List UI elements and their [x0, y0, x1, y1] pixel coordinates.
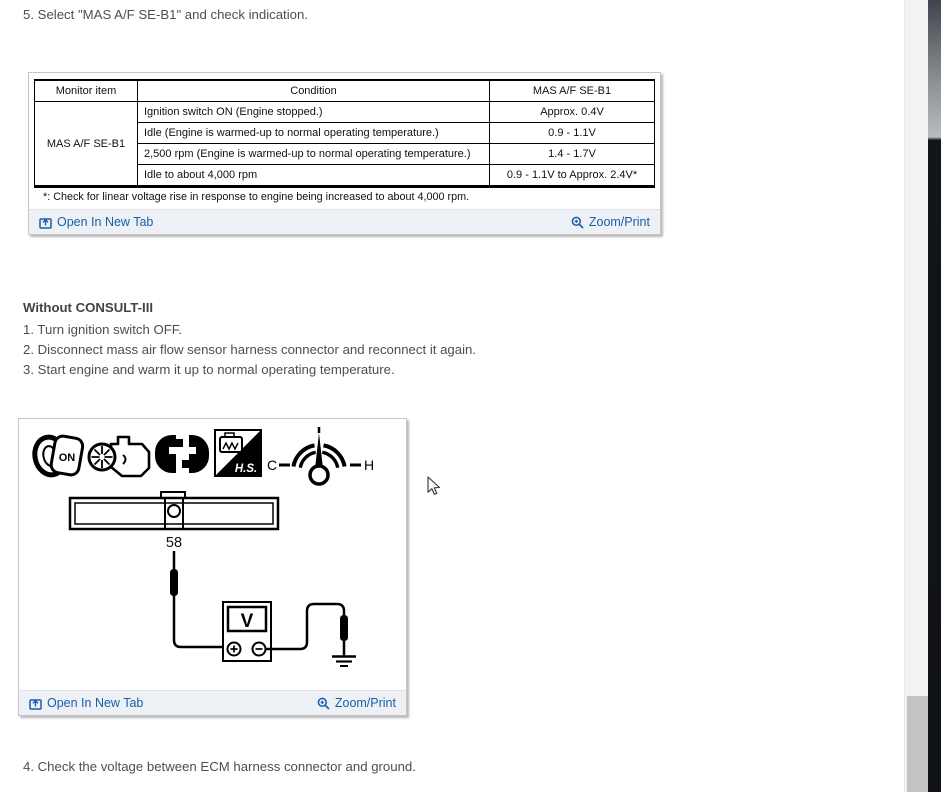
- zoom-print-icon: [317, 697, 330, 710]
- consult-step-1: 1. Turn ignition switch OFF.: [23, 322, 183, 337]
- wiring-diagram: [19, 419, 406, 690]
- value-cell: 0.9 - 1.1V: [490, 123, 655, 144]
- ecm-connector-diagram: [70, 492, 278, 529]
- condition-cell: 2,500 rpm (Engine is warmed-up to normal operating temperature.): [138, 144, 490, 165]
- header-monitor-item: Monitor item: [35, 80, 138, 102]
- wiring-figure-panel: [18, 418, 407, 716]
- zoom-print-link[interactable]: [317, 696, 396, 710]
- monitor-table: [34, 79, 655, 188]
- ignition-on-icon: [31, 434, 84, 477]
- engine-icon: [89, 437, 149, 476]
- header-value: MAS A/F SE-B1: [490, 80, 655, 102]
- panel-action-bar: [29, 209, 660, 234]
- monitor-table-panel: [28, 72, 661, 235]
- table-footnote: *: Check for linear voltage rise in response to engine being increased to about 4,000 rpm.: [43, 191, 470, 203]
- panel-action-bar: [19, 690, 406, 715]
- zoom-print-link[interactable]: [571, 215, 650, 229]
- value-cell: 0.9 - 1.1V to Approx. 2.4V*: [490, 165, 655, 187]
- open-in-new-tab-icon: [29, 697, 42, 710]
- pointer-cursor: [427, 476, 442, 502]
- value-cell: 1.4 - 1.7V: [490, 144, 655, 165]
- open-in-new-tab-label: Open In New Tab: [57, 215, 154, 229]
- value-cell: Approx. 0.4V: [490, 102, 655, 123]
- monitor-item-cell: MAS A/F SE-B1: [35, 102, 138, 187]
- voltmeter-label: V: [240, 611, 254, 632]
- gauge-cold-label: C: [266, 457, 278, 473]
- step-4-instruction: 4. Check the voltage between ECM harness connector and ground.: [23, 759, 416, 774]
- gauge-hot-label: H: [363, 457, 375, 473]
- dark-edge-panel: [928, 0, 941, 792]
- open-in-new-tab-icon: [39, 216, 52, 229]
- zoom-print-label: Zoom/Print: [334, 696, 396, 710]
- without-consult-steps: [23, 320, 476, 380]
- terminal-58-label: 58: [165, 535, 183, 551]
- ignition-on-label: ON: [58, 452, 76, 464]
- without-consult-heading: Without CONSULT-III: [23, 300, 154, 315]
- open-in-new-tab-link[interactable]: [39, 215, 153, 229]
- condition-cell: Idle to about 4,000 rpm: [138, 165, 490, 187]
- table-header-row: [35, 80, 655, 102]
- condition-cell: Ignition switch ON (Engine stopped.): [138, 102, 490, 123]
- probe-wire-right: [266, 604, 349, 656]
- hs-label: H.S.: [234, 463, 258, 475]
- monitor-table-wrap: [29, 73, 660, 209]
- table-row: [35, 102, 655, 123]
- zoom-print-label: Zoom/Print: [588, 215, 650, 229]
- connector-icon: [155, 435, 209, 473]
- consult-step-2: 2. Disconnect mass air flow sensor harness connector and reconnect it again.: [23, 342, 477, 357]
- open-in-new-tab-label: Open In New Tab: [47, 696, 144, 710]
- probe-wire-left: [170, 551, 227, 647]
- temp-gauge-icon: [267, 427, 374, 484]
- vertical-scrollbar-thumb[interactable]: [907, 696, 928, 792]
- hs-tool-icon: [215, 430, 261, 476]
- voltmeter: [223, 602, 271, 661]
- zoom-print-icon: [571, 216, 584, 229]
- ground-icon: [332, 657, 356, 667]
- condition-cell: Idle (Engine is warmed-up to normal operating temperature.): [138, 123, 490, 144]
- header-condition: Condition: [138, 80, 490, 102]
- consult-step-3: 3. Start engine and warm it up to normal operating temperature.: [23, 362, 395, 377]
- open-in-new-tab-link[interactable]: [29, 696, 143, 710]
- vertical-scrollbar-track[interactable]: [904, 0, 929, 792]
- step-5-instruction: 5. Select "MAS A/F SE-B1" and check indication.: [23, 7, 308, 22]
